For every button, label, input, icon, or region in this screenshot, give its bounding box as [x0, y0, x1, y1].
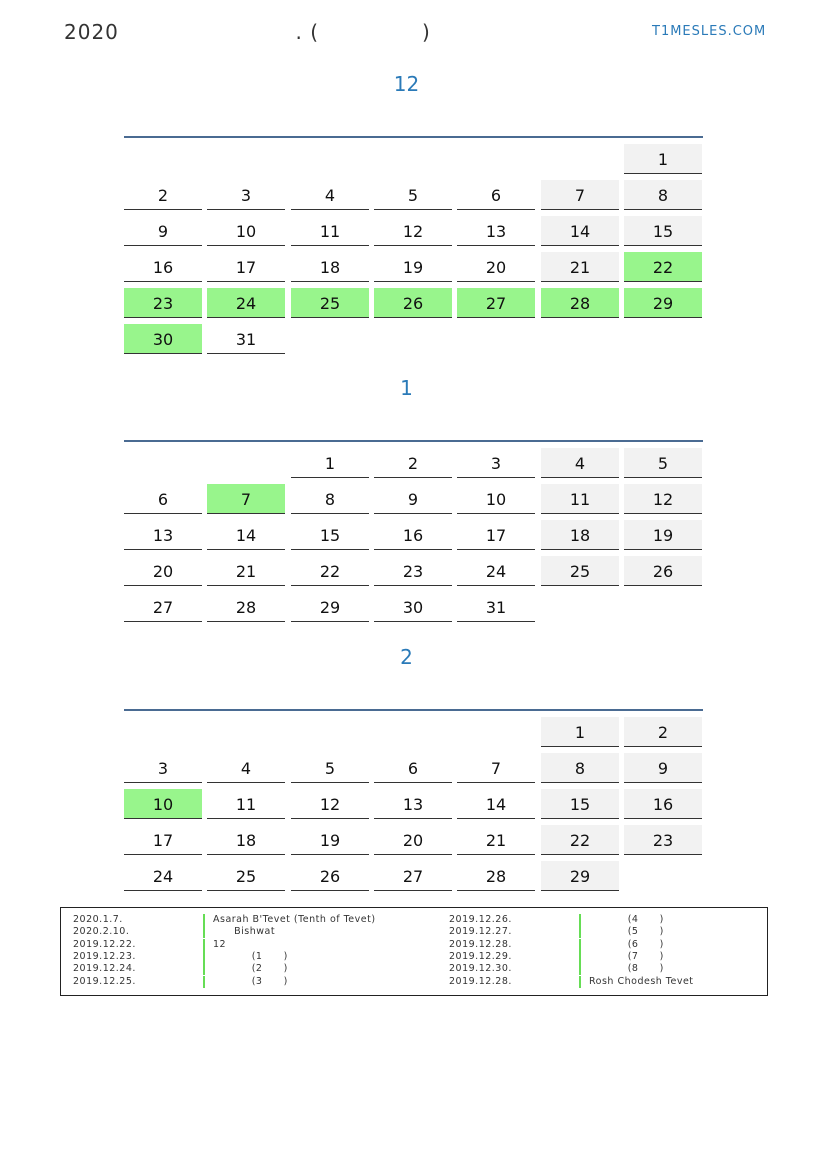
day-cell[interactable]: 13: [457, 216, 535, 246]
month-title: 2: [400, 645, 413, 669]
day-cell[interactable]: 15: [624, 216, 702, 246]
day-cell[interactable]: 21: [207, 556, 285, 586]
day-cell[interactable]: 9: [624, 753, 702, 783]
legend-text: (2 ): [213, 963, 288, 975]
day-cell[interactable]: 1: [291, 448, 369, 478]
legend-marker: [579, 976, 581, 988]
day-cell[interactable]: 14: [541, 216, 619, 246]
day-cell[interactable]: 6: [457, 180, 535, 210]
day-cell[interactable]: 14: [207, 520, 285, 550]
day-cell[interactable]: 8: [541, 753, 619, 783]
legend-text: Asarah B'Tevet (Tenth of Tevet): [213, 914, 376, 925]
day-cell[interactable]: 26: [291, 861, 369, 891]
day-cell[interactable]: 22: [541, 825, 619, 855]
holiday-legend: [60, 907, 768, 996]
day-cell[interactable]: 15: [541, 789, 619, 819]
day-cell[interactable]: 7: [541, 180, 619, 210]
legend-marker: [579, 914, 581, 926]
day-cell[interactable]: 21: [457, 825, 535, 855]
day-cell[interactable]: 23: [374, 556, 452, 586]
day-cell[interactable]: 12: [291, 789, 369, 819]
day-cell[interactable]: 11: [291, 216, 369, 246]
day-cell[interactable]: 28: [541, 288, 619, 318]
day-cell[interactable]: 25: [541, 556, 619, 586]
legend-text: (1 ): [213, 950, 288, 962]
legend-marker: [579, 939, 581, 951]
day-cell[interactable]: 22: [624, 252, 702, 282]
legend-marker: [203, 963, 205, 975]
day-cell[interactable]: 26: [624, 556, 702, 586]
month-rule: [124, 440, 703, 442]
day-cell[interactable]: 23: [124, 288, 202, 318]
day-cell[interactable]: 16: [374, 520, 452, 550]
day-cell[interactable]: 17: [207, 252, 285, 282]
day-cell[interactable]: 18: [541, 520, 619, 550]
legend-marker: [203, 976, 205, 988]
day-cell[interactable]: 26: [374, 288, 452, 318]
legend-date: 2019.12.22.: [73, 938, 136, 950]
day-cell[interactable]: 19: [374, 252, 452, 282]
day-cell[interactable]: 17: [124, 825, 202, 855]
day-cell[interactable]: 3: [207, 180, 285, 210]
day-cell[interactable]: 4: [291, 180, 369, 210]
day-cell[interactable]: 10: [207, 216, 285, 246]
day-cell[interactable]: 8: [624, 180, 702, 210]
legend-marker: [579, 926, 581, 938]
day-cell[interactable]: 20: [374, 825, 452, 855]
legend-date: 2019.12.24.: [73, 963, 136, 975]
day-cell[interactable]: 4: [207, 753, 285, 783]
site-link[interactable]: T1MESLES.COM: [652, 24, 767, 39]
legend-text: Bishwat: [213, 926, 276, 938]
day-cell[interactable]: 29: [291, 592, 369, 622]
day-cell[interactable]: 2: [624, 717, 702, 747]
day-cell[interactable]: 20: [124, 556, 202, 586]
legend-date: 2019.12.28.: [449, 975, 512, 987]
day-cell[interactable]: 8: [291, 484, 369, 514]
legend-text: (3 ): [213, 975, 288, 987]
day-cell[interactable]: 20: [457, 252, 535, 282]
day-cell[interactable]: 18: [291, 252, 369, 282]
day-cell[interactable]: 31: [457, 592, 535, 622]
legend-text: (4 ): [589, 914, 664, 925]
legend-date: 2020.2.10.: [73, 926, 130, 938]
day-cell[interactable]: 18: [207, 825, 285, 855]
day-cell[interactable]: 9: [374, 484, 452, 514]
day-cell[interactable]: 25: [291, 288, 369, 318]
day-cell[interactable]: 28: [457, 861, 535, 891]
day-cell[interactable]: 27: [374, 861, 452, 891]
day-cell[interactable]: 14: [457, 789, 535, 819]
day-cell[interactable]: 15: [291, 520, 369, 550]
day-cell[interactable]: 6: [124, 484, 202, 514]
day-cell[interactable]: 5: [624, 448, 702, 478]
day-cell[interactable]: 1: [541, 717, 619, 747]
day-cell[interactable]: 5: [374, 180, 452, 210]
day-cell[interactable]: 11: [541, 484, 619, 514]
month-rule: [124, 709, 703, 711]
day-cell[interactable]: 30: [374, 592, 452, 622]
legend-marker: [203, 926, 205, 938]
day-cell[interactable]: 16: [624, 789, 702, 819]
month-rule: [124, 136, 703, 138]
page-title: 2020 . ( ): [64, 20, 431, 44]
day-cell[interactable]: 10: [457, 484, 535, 514]
legend-text: Rosh Chodesh Tevet: [589, 975, 694, 987]
legend-text: 12: [213, 938, 227, 950]
legend-marker: [203, 914, 205, 926]
day-cell[interactable]: 13: [124, 520, 202, 550]
day-cell[interactable]: 13: [374, 789, 452, 819]
day-cell[interactable]: 31: [207, 324, 285, 354]
legend-date: 2019.12.26.: [449, 914, 512, 925]
legend-date: 2019.12.27.: [449, 926, 512, 938]
legend-date: 2019.12.25.: [73, 975, 136, 987]
month-title: 1: [400, 376, 413, 400]
legend-marker: [579, 963, 581, 975]
day-cell[interactable]: 27: [124, 592, 202, 622]
day-cell[interactable]: 23: [624, 825, 702, 855]
legend-date: 2019.12.29.: [449, 950, 512, 962]
legend-text: (6 ): [589, 938, 664, 950]
day-cell[interactable]: 21: [541, 252, 619, 282]
day-cell[interactable]: 12: [624, 484, 702, 514]
day-cell[interactable]: 2: [374, 448, 452, 478]
day-cell[interactable]: 24: [124, 861, 202, 891]
day-cell[interactable]: 3: [124, 753, 202, 783]
day-cell[interactable]: 29: [624, 288, 702, 318]
day-cell[interactable]: 5: [291, 753, 369, 783]
day-cell[interactable]: 27: [457, 288, 535, 318]
legend-date: 2019.12.23.: [73, 950, 136, 962]
legend-date: 2019.12.30.: [449, 963, 512, 975]
day-cell[interactable]: 10: [124, 789, 202, 819]
day-cell[interactable]: 6: [374, 753, 452, 783]
day-cell[interactable]: 25: [207, 861, 285, 891]
legend-text: (7 ): [589, 950, 664, 962]
legend-date: 2019.12.28.: [449, 938, 512, 950]
day-cell[interactable]: 22: [291, 556, 369, 586]
day-cell[interactable]: 2: [124, 180, 202, 210]
day-cell[interactable]: 28: [207, 592, 285, 622]
day-cell[interactable]: 29: [541, 861, 619, 891]
legend-marker: [203, 951, 205, 963]
legend-text: (5 ): [589, 926, 664, 938]
day-cell[interactable]: 16: [124, 252, 202, 282]
day-cell[interactable]: 7: [457, 753, 535, 783]
legend-marker: [203, 939, 205, 951]
day-cell[interactable]: 30: [124, 324, 202, 354]
day-cell[interactable]: 19: [291, 825, 369, 855]
day-cell[interactable]: 17: [457, 520, 535, 550]
day-cell[interactable]: 24: [457, 556, 535, 586]
legend-date: 2020.1.7.: [73, 914, 123, 925]
month-title: 12: [393, 72, 420, 96]
day-cell[interactable]: 3: [457, 448, 535, 478]
day-cell[interactable]: 19: [624, 520, 702, 550]
day-cell[interactable]: 12: [374, 216, 452, 246]
legend-text: (8 ): [589, 963, 664, 975]
day-cell[interactable]: 1: [624, 144, 702, 174]
legend-marker: [579, 951, 581, 963]
day-cell[interactable]: 4: [541, 448, 619, 478]
day-cell[interactable]: 24: [207, 288, 285, 318]
day-cell[interactable]: 9: [124, 216, 202, 246]
day-cell[interactable]: 11: [207, 789, 285, 819]
day-cell[interactable]: 7: [207, 484, 285, 514]
